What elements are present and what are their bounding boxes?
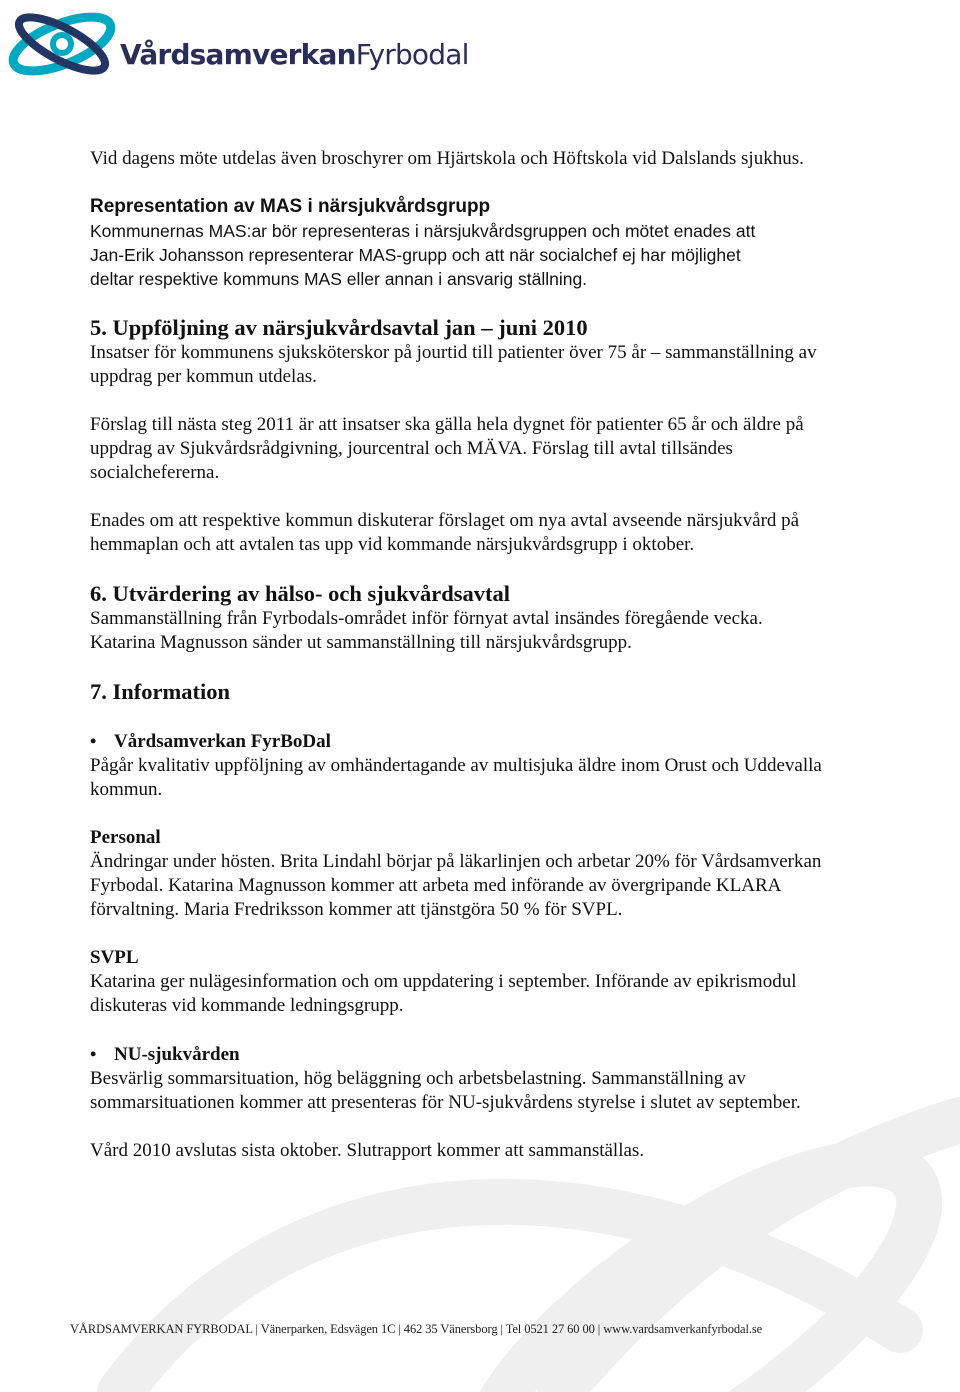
section-6-paragraph: Sammanställning från Fyrbodals-området inför förnyat avtal insändes föregående vecka. Katarina Magnusson sänder ut sammanställning till närsjukvårdsgrupp. [90, 608, 763, 653]
closing-paragraph: Vård 2010 avslutas sista oktober. Slutrapport kommer att sammanställas. [90, 1140, 645, 1161]
personal-paragraph: Ändringar under hösten. Brita Lindahl börjar på läkarlinjen och arbetar 20% för Vårdsamverkan Fyrbodal. Katarina Magnusson kommer att arbeta med införande av övergripande KLARA förvaltning. Maria Fredriksson kommer att tjänstgöra 50 % för SVPL. [90, 851, 822, 920]
representation-heading: Representation av MAS i närsjukvårdsgrupp [90, 196, 491, 217]
section-7 [90, 679, 830, 1163]
section-6-heading: 6. Utvärdering av hälso- och sjukvårdsavtal [90, 581, 511, 606]
representation-line: Jan-Erik Johansson representerar MAS-grupp och att när socialchef ej har möjlighet [90, 245, 741, 265]
svpl-heading: SVPL [90, 947, 139, 968]
section-5-paragraph: Insatser för kommunens sjuksköterskor på jourtid till patienter över 75 år – sammanställning av uppdrag per kommun utdelas. [90, 342, 817, 387]
document-body [90, 147, 830, 1187]
logo-icon [2, 0, 122, 88]
section-7-heading: 7. Information [90, 679, 230, 704]
bullet-item [90, 729, 830, 754]
bullet-icon: • [90, 731, 97, 751]
bullet-item [90, 1042, 830, 1067]
representation-section [90, 195, 830, 291]
section-5 [90, 315, 830, 557]
section-5-paragraph: Enades om att respektive kommun diskuterar förslaget om nya avtal avseende närsjukvård på hemmaplan och att avtalen tas upp vid kommande närsjukvårdsgrupp i oktober. [90, 510, 800, 555]
section-6 [90, 581, 830, 655]
bullet-paragraph: Besvärlig sommarsituation, hög beläggning och arbetsbelastning. Sammanställning av sommarsituationen kommer att presenteras för NU-sjukvårdens styrelse i slutet av september. [90, 1068, 801, 1113]
svpl-paragraph: Katarina ger nulägesinformation och om uppdatering i september. Införande av epikrismodul diskuteras vid kommande ledningsgrupp. [90, 971, 797, 1016]
representation-line: Kommunernas MAS:ar bör representeras i närsjukvårdsgruppen och mötet enades att [90, 221, 756, 241]
intro-paragraph: Vid dagens möte utdelas även broschyrer om Hjärtskola och Höftskola vid Dalslands sjukhus. [90, 148, 804, 169]
brand-name: VårdsamverkanFyrbodal [120, 38, 469, 71]
bullet-title: Vårdsamverkan FyrBoDal [114, 731, 331, 752]
document-header [0, 0, 960, 100]
section-5-heading: 5. Uppföljning av närsjukvårdsavtal jan – juni 2010 [90, 315, 588, 340]
representation-line: deltar respektive kommuns MAS eller annan i ansvarig ställning. [90, 269, 588, 289]
section-5-paragraph: Förslag till nästa steg 2011 är att insatser ska gälla hela dygnet för patienter 65 år och äldre på uppdrag av Sjukvårdsrådgivning, jourcentral och MÄVA. Förslag till avtal tillsändes socialchefererna. [90, 414, 804, 483]
bullet-paragraph: Pågår kvalitativ uppföljning av omhändertagande av multisjuka äldre inom Orust och Uddevalla kommun. [90, 755, 822, 800]
personal-heading: Personal [90, 827, 161, 848]
bullet-icon: • [90, 1044, 97, 1064]
bullet-title: NU-sjukvården [114, 1044, 240, 1065]
page-footer: VÅRDSAMVERKAN FYRBODAL | Vänerparken, Edsvägen 1C | 462 35 Vänersborg | Tel 0521 27 60 00 | www.vardsamverkanfyrbodal.se [70, 1322, 763, 1336]
